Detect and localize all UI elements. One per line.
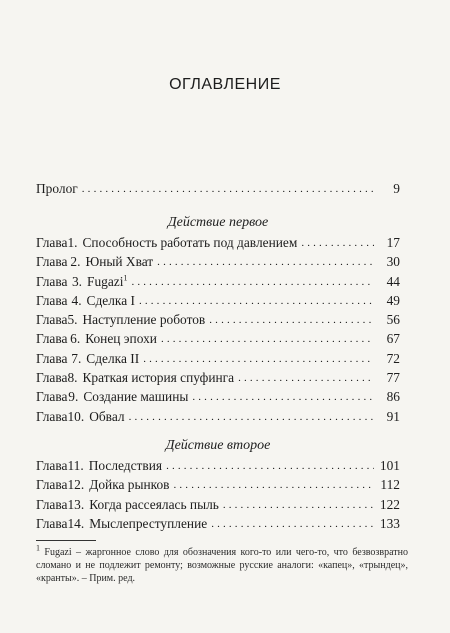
- chapter-label: Глава: [36, 477, 68, 493]
- leader-dots: [131, 273, 374, 289]
- leader-dots: [166, 457, 374, 473]
- chapter-page: 112: [380, 477, 400, 493]
- toc-entry[interactable]: [36, 254, 400, 273]
- toc-entry[interactable]: [36, 293, 400, 312]
- chapter-title-text: Конец эпохи: [85, 331, 157, 347]
- toc-entry[interactable]: [36, 351, 400, 370]
- act-heading: Действие первое: [167, 215, 269, 230]
- chapter-title-text: Когда рассеялась пыль: [89, 496, 219, 512]
- chapter-number: 3.: [71, 273, 82, 289]
- footnote: [36, 543, 409, 585]
- toc-entry-title: Пролог: [36, 181, 78, 196]
- chapter-title: [83, 235, 298, 251]
- chapter-number: 6.: [70, 331, 81, 347]
- chapter-page: 44: [386, 273, 400, 289]
- chapter-page: 91: [386, 408, 400, 424]
- toc-entry[interactable]: [36, 497, 400, 516]
- chapter-title-text: Последствия: [88, 457, 163, 473]
- leader-dots: [301, 234, 374, 250]
- chapter-title-text: Мыслепреступление: [89, 515, 208, 531]
- chapter-title: [83, 370, 235, 386]
- chapter-number: 2.: [70, 254, 81, 270]
- chapter-label: Глава: [36, 408, 68, 424]
- toc-entry[interactable]: [36, 370, 400, 389]
- leader-dots: [139, 292, 374, 308]
- toc-entry[interactable]: [36, 389, 400, 408]
- leader-dots: [129, 408, 374, 424]
- leader-dots: [161, 330, 374, 346]
- chapter-title-text: Создание машины: [83, 389, 189, 405]
- chapter-number: 14.: [67, 515, 85, 531]
- chapter-title: [87, 274, 127, 290]
- chapter-number: 1.: [67, 235, 78, 250]
- chapter-title: [85, 331, 157, 347]
- chapter-label: Глава: [36, 496, 68, 512]
- chapter-page: 56: [386, 312, 400, 328]
- chapter-title-text: Обвал: [89, 408, 125, 424]
- chapter-title: [89, 497, 219, 513]
- chapter-label: Глава: [36, 312, 68, 328]
- chapter-page: 77: [386, 370, 400, 386]
- chapter-title: [89, 477, 169, 493]
- chapter-label: Глава: [36, 350, 68, 366]
- chapter-page: 86: [386, 389, 400, 405]
- chapter-title-text: Fugazi: [87, 273, 124, 289]
- chapter-title: [87, 293, 135, 309]
- chapter-title: [83, 312, 206, 328]
- chapter-label: Глава: [36, 235, 68, 250]
- toc-entry[interactable]: [36, 477, 400, 496]
- footnote-rule: [36, 540, 96, 541]
- leader-dots: [238, 369, 374, 385]
- toc-entry[interactable]: [36, 331, 400, 350]
- chapter-title: [89, 516, 207, 532]
- chapter-label: Глава: [36, 254, 68, 270]
- leader-dots: [157, 253, 374, 269]
- leader-dots: [82, 180, 374, 196]
- chapter-title: [85, 254, 153, 270]
- chapter-label: Глава: [36, 331, 68, 347]
- chapter-title-text: Юный Хват: [85, 254, 154, 270]
- leader-dots: [192, 388, 374, 404]
- chapter-number: 11.: [67, 457, 84, 473]
- act-heading: Действие второе: [165, 437, 271, 453]
- toc-entry-prolog[interactable]: [36, 181, 400, 201]
- chapter-number: 4.: [71, 292, 82, 308]
- chapter-page: 49: [386, 292, 400, 308]
- chapter-label: Глава: [36, 389, 68, 405]
- page-title: ОГЛАВЛЕНИЕ: [169, 76, 281, 93]
- chapter-title: [86, 351, 139, 367]
- leader-dots: [143, 350, 374, 366]
- toc-entry[interactable]: [36, 516, 400, 535]
- chapter-number: 10.: [67, 408, 85, 424]
- chapter-number: 5.: [67, 312, 78, 328]
- chapter-title-text: Краткая история спуфинга: [82, 370, 235, 386]
- chapter-number: 8.: [67, 370, 78, 386]
- toc-entry[interactable]: [36, 409, 400, 428]
- chapter-title-text: Дойка рынков: [89, 477, 170, 493]
- toc-entry-page: 9: [393, 181, 400, 196]
- chapter-label: Глава: [36, 273, 68, 289]
- chapter-label: Глава: [36, 457, 68, 473]
- chapter-title-text: Наступление роботов: [82, 312, 206, 328]
- chapter-label: Глава: [36, 370, 68, 386]
- chapter-page: 122: [379, 496, 400, 512]
- chapter-title-text: Сделка II: [86, 350, 140, 366]
- chapter-page: 101: [379, 457, 400, 473]
- chapter-label: Глава: [36, 515, 68, 531]
- chapter-title-text: Сделка I: [86, 292, 135, 308]
- chapter-title-text: Способность работать под давлением: [82, 235, 298, 250]
- chapter-title: [89, 409, 124, 425]
- chapter-number: 9.: [68, 389, 79, 405]
- leader-dots: [174, 476, 375, 492]
- chapter-title: [83, 389, 188, 405]
- chapter-page: 30: [386, 254, 400, 270]
- table-of-contents: [36, 181, 400, 535]
- chapter-title: [89, 458, 162, 474]
- chapter-page: 17: [386, 235, 400, 250]
- leader-dots: [211, 515, 374, 531]
- chapter-page: 72: [386, 350, 400, 366]
- chapter-number: 12.: [67, 477, 85, 493]
- footnote-text: Fugazi – жаргонное слово для обозначения кого-то или чего-то, что безвозвратно сломано и не подлежит ремонту; возможные русские аналоги: «капец», «трындец», «кранты». – Прим. ред.: [36, 547, 409, 584]
- leader-dots: [223, 496, 374, 512]
- toc-entry[interactable]: [36, 458, 400, 477]
- toc-entry[interactable]: [36, 274, 400, 293]
- chapter-number: 13.: [67, 496, 85, 512]
- footnote-marker: 1: [36, 543, 40, 553]
- toc-entry[interactable]: [36, 235, 400, 254]
- chapter-page: 133: [379, 515, 400, 531]
- leader-dots: [209, 311, 374, 327]
- chapter-label: Глава: [36, 292, 68, 308]
- chapter-number: 7.: [71, 350, 82, 366]
- footnote-reference[interactable]: 1: [123, 273, 128, 283]
- toc-entry[interactable]: [36, 312, 400, 331]
- chapter-page: 67: [386, 331, 400, 347]
